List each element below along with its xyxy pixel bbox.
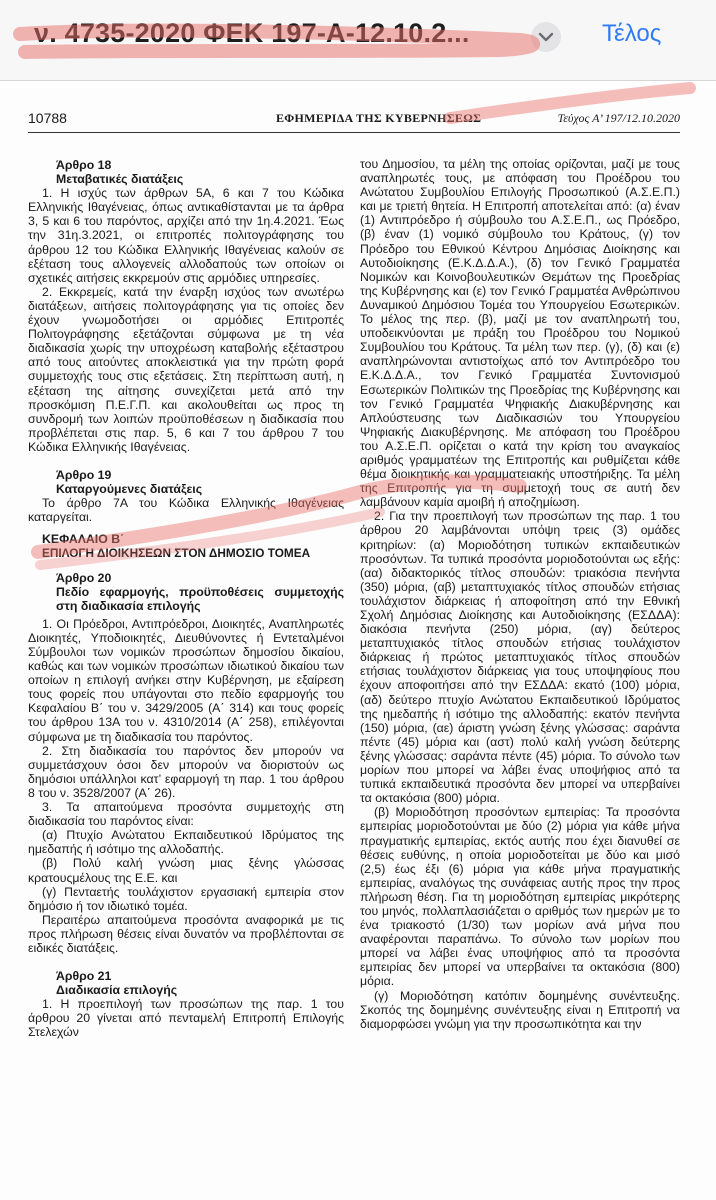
chevron-down-icon xyxy=(531,22,561,52)
article-18-paragraph-1: 1. Η ισχύς των άρθρων 5Α, 6 και 7 του Κώδικα Ελληνικής Ιθαγένειας, όπως αντικαθίστανται με τα άρθρα 3, 5 και 6 του παρόντος, αρχίζει από την 1η.4.2021. Έως την 31η.3.2021, οι επιτροπές πολιτογράφησης του άρθρου 12 του Κώδικα Ελληνικής Ιθαγένειας καλούν σε εξέταση τους αλλογενείς αλλοδαπούς των οποίων οι σχετικές αιτήσεις εκκρεμούν στις αρμόδιες υπηρεσίες. xyxy=(28,186,344,285)
right-paragraph-2: 2. Για την προεπιλογή των προσώπων της παρ. 1 του άρθρου 20 λαμβάνονται υπόψη τρεις (3) ομάδες κριτηρίων: (α) Μοριοδότηση τυπικών εκπαιδευτικών προσόντων. Τα τυπικά προσόντα μοριοδοτούνται ως εξής: (αα) διδακτορικός τίτλος σπουδών: τριακόσια πενήντα (350) μόρια, (αβ) μεταπτυχιακός τίτλος σπουδών ετήσιας τουλάχιστον διάρκειας ή αποφοίτηση από την Εθνική Σχολή Δημόσιας Διοίκησης και Αυτοδιοίκησης (ΕΣΔΔΑ): διακόσια πενήντα (250) μόρια, (αγ) δεύτερος μεταπτυχιακός τίτλος σπουδών ετήσιας τουλάχιστον διάρκειας ή πρώτος μεταπτυχιακός τίτλος σπουδών ετήσιας τουλάχιστον διάρκειας για τους υποψηφίους που έχουν αποφοιτήσει από την ΕΣΔΔΑ: εκατό (100) μόρια, (αδ) δεύτερο πτυχίο Ανώτατου Εκπαιδευτικού Ιδρύματος της ημεδαπής ή ισότιμο της αλλοδαπής: εκατόν πενήντα (150) μόρια, (αε) άριστη γνώση ξένης γλώσσας: σαράντα πέντε (45) μόρια και (αστ) πολύ καλή γνώση δεύτερης ξένης γλώσσας: σαράντα πέντε (45) μόρια. Το σύνολο των μορίων που μπορεί να λάβει ένας υποψήφιος από τα τυπικά εκπαιδευτικά προσόντα δεν μπορεί να υπερβαίνει τα οκτακόσια (800) μόρια. xyxy=(360,509,680,806)
page-number: 10788 xyxy=(28,110,67,126)
right-paragraph-1: του Δημοσίου, τα μέλη της οποίας ορίζονται, μαζί με τους αναπληρωτές τους, με απόφαση του Προέδρου του Ανώτατου Συμβουλίου Επιλογής Προσωπικού (Α.Σ.Ε.Π.) και με τριετή θητεία. Η Επιτροπή αποτελείται από: (α) έναν (1) Αντιπρόεδρο ή σύμβουλο του Α.Σ.Ε.Π., ως Πρόεδρο, (β) έναν (1) νομικό σύμβουλο του Κράτους, (γ) τον Πρόεδρο του Εθνικού Κέντρου Δημόσιας Διοίκησης και Αυτοδιοίκησης (Ε.Κ.Δ.Δ.Α.), (δ) τον Γενικό Γραμματέα Νομικών και Κοινοβουλευτικών Θεμάτων της Προεδρίας της Κυβέρνησης και (ε) τον Γενικό Γραμματέα Ανθρώπινου Δυναμικού Δημόσιου Τομέα του Υπουργείου Εσωτερικών. Το μέλος της περ. (β), μαζί με τον αναπληρωτή του, υποδεικνύονται με πράξη του Προέδρου του Νομικού Συμβουλίου του Κράτους. Τα μέλη των περ. (γ), (δ) και (ε) αναπληρώνονται αντιστοίχως από τον Αντιπρόεδρο του Ε.Κ.Δ.Δ.Α., τον Γενικό Γραμματέα Συντονισμού Εσωτερικών Πολιτικών της Προεδρίας της Κυβέρνησης και τον Γενικό Γραμματέα Ψηφιακής Διακυβέρνησης και Απλούστευσης των Διαδικασιών του Υπουργείου Ψηφιακής Διακυβέρνησης. Με απόφαση του Προέδρου του Α.Σ.Ε.Π. ορίζεται ο κατά την κρίση του αναγκαίος αριθμός γραμματέων της Επιτροπής και ρυθμίζεται κάθε θέμα διοικητικής και γραμματειακής υποστήριξης. Τα μέλη της Επιτροπής για τη συμμετοχή τους σε αυτή δεν λαμβάνουν καμία αμοιβή ή αποζημίωση. xyxy=(360,157,680,510)
article-20-paragraph-2: 2. Στη διαδικασία του παρόντος δεν μπορούν να συμμετάσχουν όσοι δεν μπορούν να διοριστούν ως δημόσιοι υπάλληλοι κατ’ εφαρμογή τη παρ. 1 του άρθρου 8 του ν. 3528/2007 (Α΄ 26). xyxy=(28,743,344,800)
article-20-paragraph-further: Περαιτέρω απαιτούμενα προσόντα αναφορικά με τις προς πλήρωση θέσεις είναι δυνατόν να προβλέπονται σε ειδικές διατάξεις. xyxy=(28,912,344,955)
article-20-item-a: (α) Πτυχίο Ανώτατου Εκπαιδευτικού Ιδρύματος της ημεδαπής ή ισότιμο της αλλοδαπής. xyxy=(28,828,344,857)
page-header xyxy=(28,110,680,133)
article-20-paragraph-1: 1. Οι Πρόεδροι, Αντιπρόεδροι, Διοικητές, Αναπληρωτές Διοικητές, Υποδιοικητές, Διευθύνοντες ή Εντεταλμένοι Σύμβουλοι των νομικών προσώπων δημοσίου δικαίου, καθώς και των νομικών προσώπων ιδιωτικού δικαίου των οποίων η επιλογή ανήκει στην Κυβέρνηση, με εξαίρεση τους φορείς που υπάγονται στο πεδίο εφαρμογής του Κεφαλαίου Β΄ του ν. 3429/2005 (Α΄ 314) και τους φορείς του άρθρου 13Α του ν. 4310/2014 (Α΄ 258), επιλέγονται σύμφωνα με τη διαδικασία του παρόντος. xyxy=(28,616,344,744)
article-19-paragraph-1: Το άρθρο 7Α του Κώδικα Ελληνικής Ιθαγένειας καταργείται. xyxy=(28,496,344,525)
article-19-subtitle: Καταργούμενες διατάξεις xyxy=(56,482,203,497)
article-20-item-c: (γ) Πενταετής τουλάχιστον εργασιακή εμπειρία στον δημόσιο ή τον ιδιωτικό τομέα. xyxy=(28,884,344,913)
article-19-title: Άρθρο 19 xyxy=(56,467,112,482)
title-dropdown-button[interactable] xyxy=(531,22,561,52)
right-paragraph-4: (γ) Μοριοδότηση κατόπιν δομημένης συνέντευξης. Σκοπός της δομημένης συνέντευξης είναι η Επιτροπή να διαμορφώσει γνώμη για την προσωπικότητα και την xyxy=(360,988,680,1031)
article-21-subtitle: Διαδικασία επιλογής xyxy=(56,983,178,998)
gazette-name: ΕΦΗΜΕΡΙΔΑ ΤΗΣ ΚΥΒΕΡΝΗΣΕΩΣ xyxy=(276,111,482,125)
right-column xyxy=(360,157,680,1031)
article-20-title: Άρθρο 20 xyxy=(56,570,112,585)
chapter-title: ΚΕΦΑΛΑΙΟ Β΄ xyxy=(42,532,125,547)
article-18-subtitle: Μεταβατικές διατάξεις xyxy=(56,172,184,187)
article-21-paragraph-1: 1. Η προεπιλογή των προσώπων της παρ. 1 του άρθρου 20 γίνεται από πενταμελή Επιτροπή Επιλογής Στελεχών xyxy=(28,997,344,1040)
right-paragraph-3: (β) Μοριοδότηση προσόντων εμπειρίας: Τα προσόντα εμπειρίας μοριοδοτούνται με δύο (2) μόρια για κάθε μήνα πραγματικής εμπειρίας, εκτός αυτής που έχει διανυθεί σε θέσεις ευθύνης, η οποία μοριοδοτείται με δύο και μισό (2,5) έως έξι (6) μόρια για κάθε μήνα πραγματικής εμπειρίας, αναλόγως της συνάφειας αυτής προς την προς πλήρωση θέση. Για τη μοριοδότηση εμπειρίας μικρότερης του μηνός, πολλαπλασιάζεται ο αριθμός των ημερών με το ένα τριακοστό (1/30) των μορίων ανά μήνα που αναφέρονται παραπάνω. Το σύνολο των μορίων που μπορεί να λάβει ένας υποψήφιος από τα προσόντα εμπειρίας δεν μπορεί να υπερβαίνει τα οκτακόσια (800) μόρια. xyxy=(360,805,680,989)
document-title[interactable]: ν. 4735-2020 ΦΕΚ 197-Α-12.10.2... xyxy=(34,18,470,48)
article-18-paragraph-2: 2. Εκκρεμείς, κατά την έναρξη ισχύος των ανωτέρω διατάξεων, αιτήσεις πολιτογράφησης για τις οποίες δεν έχουν γνωμοδοτήσει οι αρμόδιες Επιτροπές Πολιτογράφησης εξετάζονται σύμφωνα με τη νέα διαδικασία χωρίς την υποχρέωση καταβολής εξέταστρου από τους αιτούντες αποκλειστικά για την πρώτη φορά συμμετοχής τους στις εξετάσεις. Στη περίπτωση αυτή, η εξέταση της αίτησης συνεχίζεται μετά από την προσκόμιση Π.Ε.Γ.Π. και ακολουθείται ως προς τη συνδρομή των λοιπών προϋποθέσεων η διαδικασία που προβλέπεται στις παρ. 5, 6 και 7 του άρθρου 7 του Κώδικα Ελληνικής Ιθαγένειας. xyxy=(28,284,344,454)
issue-info: Τεύχος Α’ 197/12.10.2020 xyxy=(557,111,680,125)
done-button[interactable]: Τέλος xyxy=(602,20,662,47)
left-column xyxy=(28,154,344,1040)
article-20-subtitle: Πεδίο εφαρμογής, προϋποθέσεις συμμετοχής στη διαδικασία επιλογής xyxy=(56,584,344,613)
article-21-title: Άρθρο 21 xyxy=(56,969,112,984)
article-20-paragraph-3: 3. Τα απαιτούμενα προσόντα συμμετοχής στη διαδικασία του παρόντος είναι: xyxy=(28,800,344,829)
article-18-title: Άρθρο 18 xyxy=(56,158,112,172)
viewer-top-bar xyxy=(0,0,716,81)
article-20-item-b: (β) Πολύ καλή γνώση μιας ξένης γλώσσας κρατουςμέλους της Ε.Ε. και xyxy=(28,856,344,885)
chapter-subtitle: ΕΠΙΛΟΓΗ ΔΙΟΙΚΗΣΕΩΝ ΣΤΟΝ ΔΗΜΟΣΙΟ ΤΟΜΕΑ xyxy=(42,546,311,561)
